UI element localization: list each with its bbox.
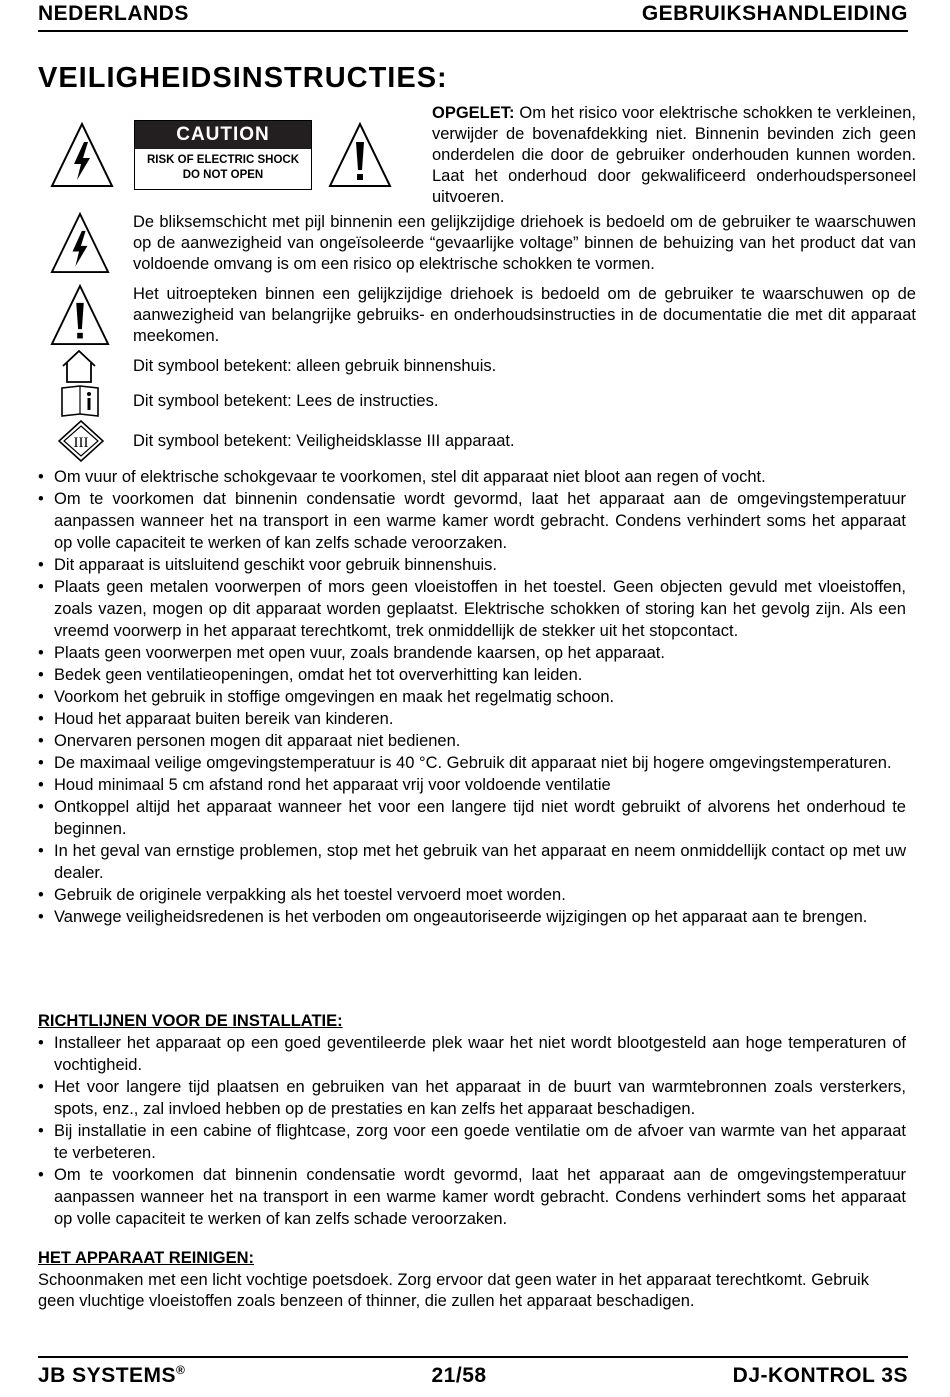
caution-label: [134, 120, 312, 190]
list-item: • Om vuur of elektrische schokgevaar te voorkomen, stel dit apparaat niet bloot aan regen of vocht.: [38, 466, 906, 488]
list-item: • Onervaren personen mogen dit apparaat niet bedienen.: [38, 730, 906, 752]
opgelet-label: OPGELET:: [432, 104, 515, 122]
list-item: • Plaats geen voorwerpen met open vuur, zoals brandende kaarsen, op het apparaat.: [38, 642, 906, 664]
exclamation-warning-icon: [328, 122, 392, 188]
cleaning-text: Schoonmaken met een licht vochtige poetsdoek. Zorg ervoor dat geen water in het apparaat terechtkomt. Gebruik geen vluchtige vloeistoffen zoals benzeen of thinner, die zullen het apparaat beschadigen.: [38, 1271, 869, 1310]
header-doc-type: GEBRUIKSHANDLEIDING: [641, 2, 908, 25]
list-item: • Voorkom het gebruik in stoffige omgevingen en maak het regelmatig schoon.: [38, 686, 906, 708]
list-item: • Bedek geen ventilatieopeningen, omdat het tot oververhitting kan leiden.: [38, 664, 906, 686]
opgelet-paragraph: [432, 103, 916, 208]
caution-title: CAUTION: [135, 121, 311, 149]
list-item: • Houd het apparaat buiten bereik van kinderen.: [38, 708, 906, 730]
list-item: • Dit apparaat is uitsluitend geschikt voor gebruik binnenshuis.: [38, 554, 906, 576]
symbol-lightning-text: De bliksemschicht met pijl binnenin een gelijkzijdige driehoek is bedoeld om de gebruiker te waarschuwen op de aanwezigheid van ongeïsoleerde “gevaarlijke voltage” binnen de behuizing van het product dat van voldoende omvang is om een risico op elektrische schokken te vormen.: [133, 213, 916, 273]
footer-model: DJ-KONTROL 3S: [732, 1364, 908, 1387]
list-item: • Houd minimaal 5 cm afstand rond het apparaat vrij voor voldoende ventilatie: [38, 774, 906, 796]
list-item: • Om te voorkomen dat binnenin condensatie wordt gevormd, laat het apparaat aan de omgevingstemperatuur aanpassen wanneer het na transport in een warme kamer wordt gebracht. Condens verhindert soms het apparaat op volle capaciteit te werken of kan zelfs schade veroorzaken.: [38, 1164, 906, 1230]
list-item: • Om te voorkomen dat binnenin condensatie wordt gevormd, laat het apparaat aan de omgevingstemperatuur aanpassen wanneer het na transport in een warme kamer wordt gebracht. Condens verhindert soms het apparaat op volle capaciteit te werken of kan zelfs schade veroorzaken.: [38, 488, 906, 554]
symbol-class-iii-text: Dit symbool betekent: Veiligheidsklasse III apparaat.: [133, 432, 515, 450]
list-item: • In het geval van ernstige problemen, stop met het gebruik van het apparaat en neem onmiddellijk contact op met uw dealer.: [38, 840, 906, 884]
cleaning-section-title: HET APPARAAT REINIGEN:: [38, 1249, 255, 1267]
symbol-indoor-text: Dit symbool betekent: alleen gebruik binnenshuis.: [133, 357, 497, 375]
caution-line-1: RISK OF ELECTRIC SHOCK: [146, 154, 300, 166]
page-header: [38, 2, 908, 32]
symbol-exclamation-text: Het uitroepteken binnen een gelijkzijdige driehoek is bedoeld om de gebruiker te waarschuwen op de aanwezigheid van belangrijke gebruiks- en onderhoudsinstructies in de documentatie die met dit apparaat meekomen.: [133, 285, 916, 345]
install-bullet-list: [38, 1032, 906, 1230]
install-section-title: RICHTLIJNEN VOOR DE INSTALLATIE:: [38, 1012, 343, 1030]
list-item: • De maximaal veilige omgevingstemperatuur is 40 °C. Gebruik dit apparaat niet bij hogere omgevingstemperaturen.: [38, 752, 906, 774]
indoor-house-icon: [60, 348, 98, 384]
page-number: 21/58: [431, 1364, 487, 1387]
registered-mark: ®: [176, 1363, 186, 1377]
list-item: • Vanwege veiligheidsredenen is het verboden om ongeautoriseerde wijzigingen op het apparaat aan te brengen.: [38, 906, 906, 928]
page-footer: [38, 1356, 908, 1388]
exclamation-warning-icon: [50, 284, 110, 346]
lightning-warning-icon: [50, 212, 110, 274]
symbol-read-text: Dit symbool betekent: Lees de instructies.: [133, 392, 439, 410]
list-item: • Het voor langere tijd plaatsen en gebruiken van het apparaat in de buurt van warmtebronnen zoals versterkers, spots, enz., zal invloed hebben op de prestaties en kan zelfs het apparaat beschadigen.: [38, 1076, 906, 1120]
page-title: VEILIGHEIDSINSTRUCTIES:: [38, 62, 448, 94]
list-item: • Installeer het apparaat op een goed geventileerde plek waar het niet wordt blootgesteld aan hoge temperaturen of vochtigheid.: [38, 1032, 906, 1076]
lightning-warning-icon: [50, 122, 114, 188]
safety-class-badge: III: [73, 435, 89, 451]
list-item: • Gebruik de originele verpakking als het toestel vervoerd moet worden.: [38, 884, 906, 906]
header-language: NEDERLANDS: [38, 2, 189, 25]
read-instructions-icon: [60, 384, 100, 418]
footer-brand: [38, 1363, 185, 1388]
list-item: • Ontkoppel altijd het apparaat wanneer het voor een langere tijd niet wordt gebruikt of alvorens het onderhoud te beginnen.: [38, 796, 906, 840]
opgelet-text: Om het risico voor elektrische schokken te verkleinen, verwijder de bovenafdekking niet. Binnenin bevinden zich geen onderdelen die door de gebruiker onderhouden kunnen worden. Laat het onderhoud door gekwalificeerd onderhoudspersoneel uitvoeren.: [432, 104, 916, 206]
safety-bullet-list: [38, 466, 906, 928]
list-item: • Bij installatie in een cabine of flightcase, zorg voor een goede ventilatie om de afvoer van warmte van het apparaat te verbeteren.: [38, 1120, 906, 1164]
footer-brand-name: JB SYSTEMS: [38, 1364, 177, 1387]
list-item: • Plaats geen metalen voorwerpen of mors geen vloeistoffen in het toestel. Geen objecten gevuld met vloeistoffen, zoals vazen, mogen op dit apparaat worden geplaatst. Elektrische schokken of storing kan het gevolg zijn. Als een vreemd voorwerp in het apparaat terechtkomt, trek onmiddellijk de stekker uit het stopcontact.: [38, 576, 906, 642]
caution-line-2: DO NOT OPEN: [182, 169, 264, 181]
safety-class-iii-icon: [58, 420, 104, 462]
